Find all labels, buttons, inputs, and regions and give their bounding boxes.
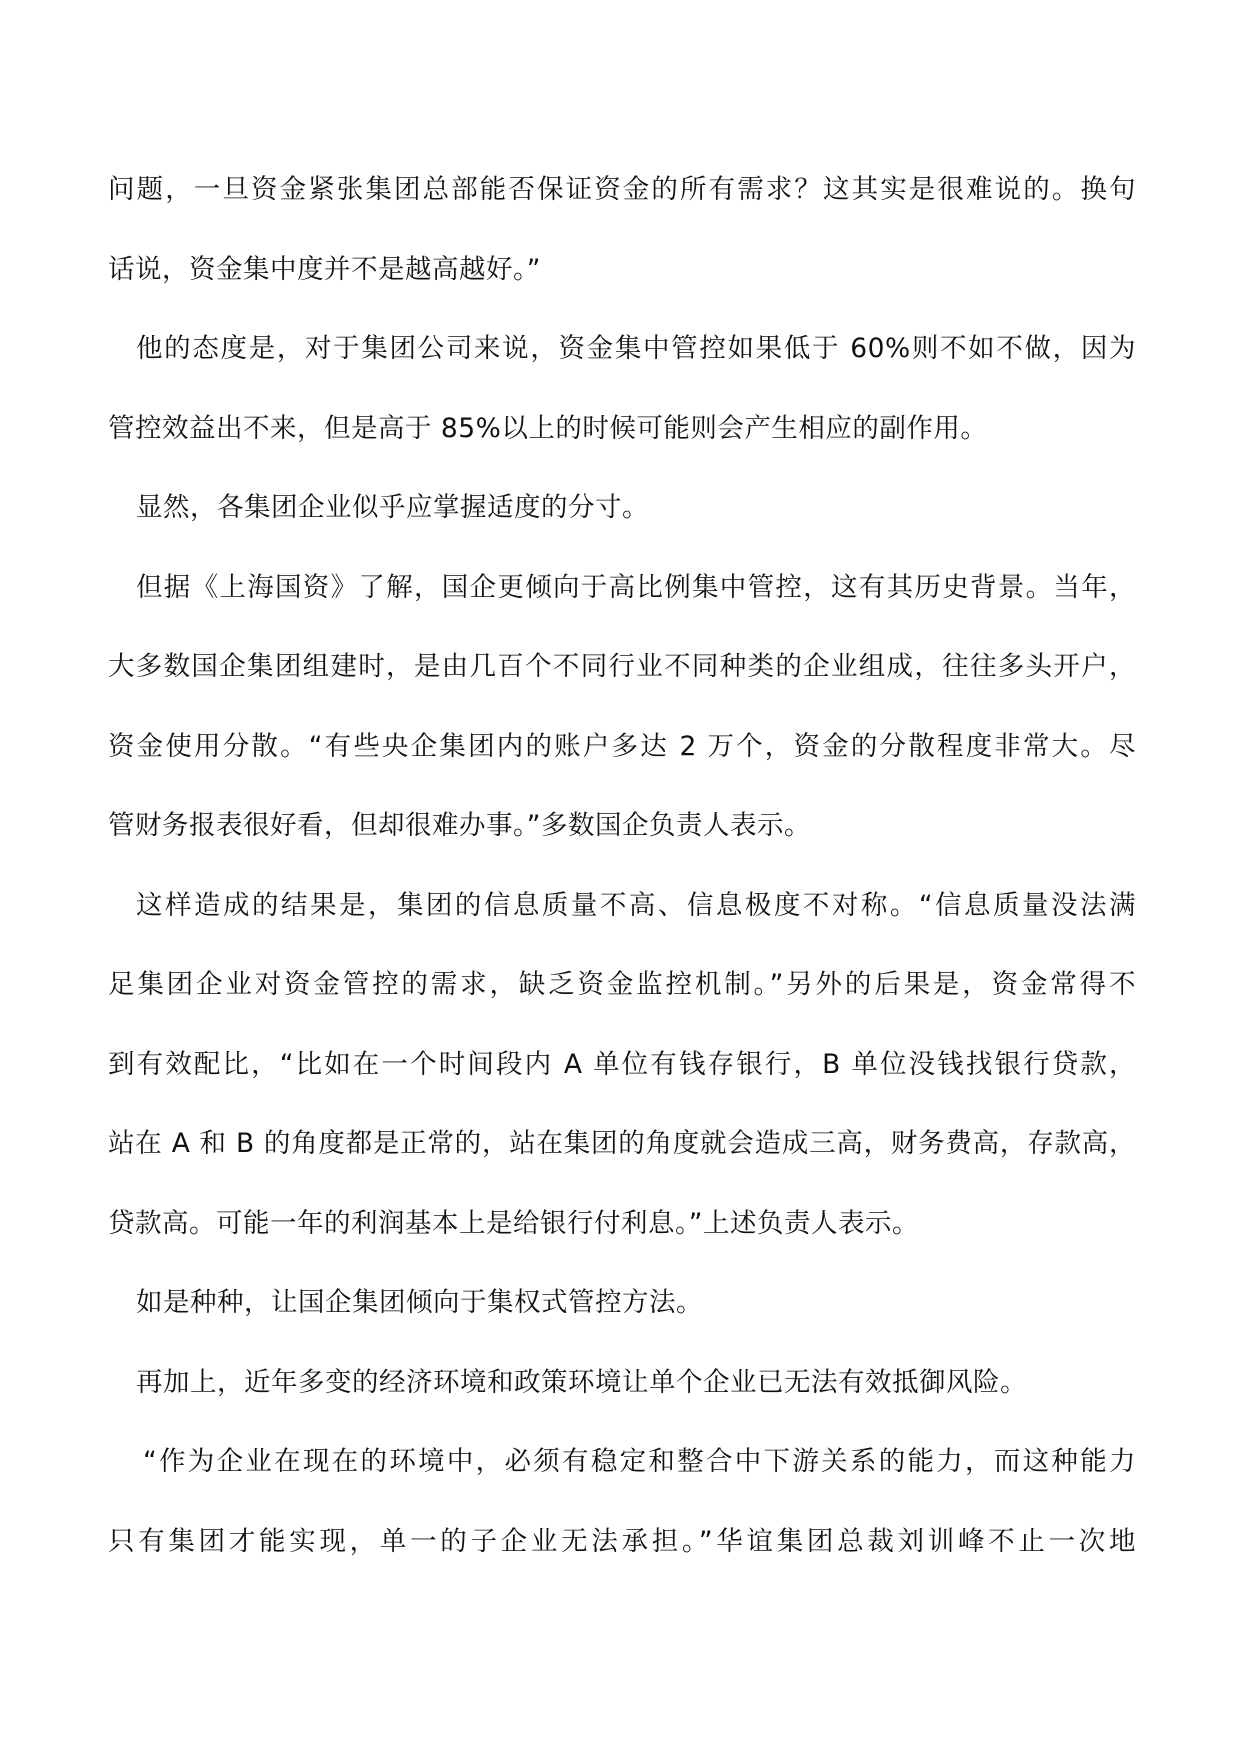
text-line: 足集团企业对资金管控的需求，缺乏资金监控机制。”另外的后果是，资金常得不 (108, 969, 1136, 1000)
text-line: 资金使用分散。“有些央企集团内的账户多达 2 万个，资金的分散程度非常大。尽 (108, 730, 1136, 762)
text-line: 管控效益出不来，但是高于 85%以上的时候可能则会产生相应的副作用。 (108, 412, 988, 444)
text-line: 如是种种，让国企集团倾向于集权式管控方法。 (136, 1287, 703, 1318)
text-line: 到有效配比，“比如在一个时间段内 A 单位有钱存银行，B 单位没钱找银行贷款， (108, 1048, 1136, 1080)
text-line: 显然，各集团企业似乎应掌握适度的分寸。 (136, 492, 649, 523)
text-line: 只有集团才能实现，单一的子企业无法承担。”华谊集团总裁刘训峰不止一次地 (108, 1525, 1136, 1557)
text-line: 管财务报表很好看，但却很难办事。”多数国企负责人表示。 (108, 810, 811, 841)
document-body (108, 150, 1136, 1581)
text-line: “作为企业在现在的环境中，必须有稳定和整合中下游关系的能力，而这种能力 (143, 1446, 1136, 1477)
text-line: 这样造成的结果是，集团的信息质量不高、信息极度不对称。“信息质量没法满 (136, 889, 1136, 921)
text-line: 再加上，近年多变的经济环境和政策环境让单个企业已无法有效抵御风险。 (136, 1366, 1027, 1398)
text-line: 他的态度是，对于集团公司来说，资金集中管控如果低于 60%则不如不做，因为 (136, 333, 1136, 364)
text-line: 贷款高。可能一年的利润基本上是给银行付利息。”上述负责人表示。 (108, 1207, 919, 1239)
text-line: 大多数国企集团组建时，是由几百个不同行业不同种类的企业组成，往往多头开户， (108, 651, 1136, 682)
text-line: 话说，资金集中度并不是越高越好。” (108, 253, 541, 285)
text-line: 但据《上海国资》了解，国企更倾向于高比例集中管控，这有其历史背景。当年， (136, 571, 1136, 603)
text-line: 问题，一旦资金紧张集团总部能否保证资金的所有需求？这其实是很难说的。换句 (108, 174, 1136, 205)
text-line: 站在 A 和 B 的角度都是正常的，站在集团的角度就会造成三高，财务费高，存款高， (108, 1128, 1136, 1159)
